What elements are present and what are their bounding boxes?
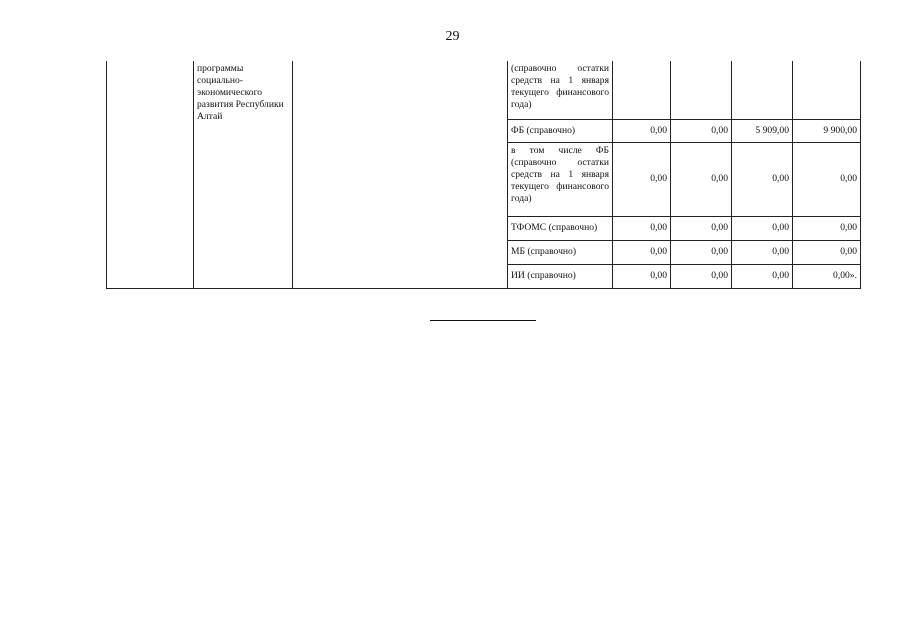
value-cell: 0,00 [671, 240, 732, 264]
source-cell: ФБ (справочно) [508, 119, 613, 142]
executor-cell [293, 61, 508, 288]
value-cell: 0,00 [793, 216, 861, 240]
value-cell: 0,00 [671, 142, 732, 216]
value-cell: 5 909,00 [732, 119, 793, 142]
source-cell: МБ (справочно) [508, 240, 613, 264]
value-cell: 0,00 [671, 216, 732, 240]
footnote-separator-line [430, 320, 536, 321]
value-cell: 0,00». [793, 264, 861, 288]
value-cell: 0,00 [732, 142, 793, 216]
value-cell: 0,00 [613, 240, 671, 264]
value-cell: 0,00 [613, 216, 671, 240]
program-text: программы социально-экономического развития Республики Алтай [197, 63, 284, 122]
source-cell: ИИ (справочно) [508, 264, 613, 288]
value-cell: 0,00 [613, 119, 671, 142]
value-cell: 0,00 [793, 142, 861, 216]
source-cell: ТФОМС (справочно) [508, 216, 613, 240]
table-row [107, 61, 861, 119]
value-cell [732, 61, 793, 119]
source-cell: (справочно остатки средств на 1 января текущего финансового года) [508, 61, 613, 119]
value-cell: 0,00 [671, 264, 732, 288]
program-name-cell [194, 61, 293, 288]
number-cell [107, 61, 194, 288]
budget-table [106, 61, 861, 289]
value-cell [613, 61, 671, 119]
value-cell [793, 61, 861, 119]
value-cell: 0,00 [732, 216, 793, 240]
value-cell: 0,00 [613, 264, 671, 288]
value-cell: 0,00 [732, 240, 793, 264]
value-cell: 0,00 [671, 119, 732, 142]
source-cell: в том числе ФБ (справочно остатки средств на 1 января текущего финансового года) [508, 142, 613, 216]
value-cell: 0,00 [732, 264, 793, 288]
value-cell: 0,00 [613, 142, 671, 216]
value-cell: 0,00 [793, 240, 861, 264]
value-cell [671, 61, 732, 119]
value-cell: 9 900,00 [793, 119, 861, 142]
page-number: 29 [445, 29, 460, 44]
